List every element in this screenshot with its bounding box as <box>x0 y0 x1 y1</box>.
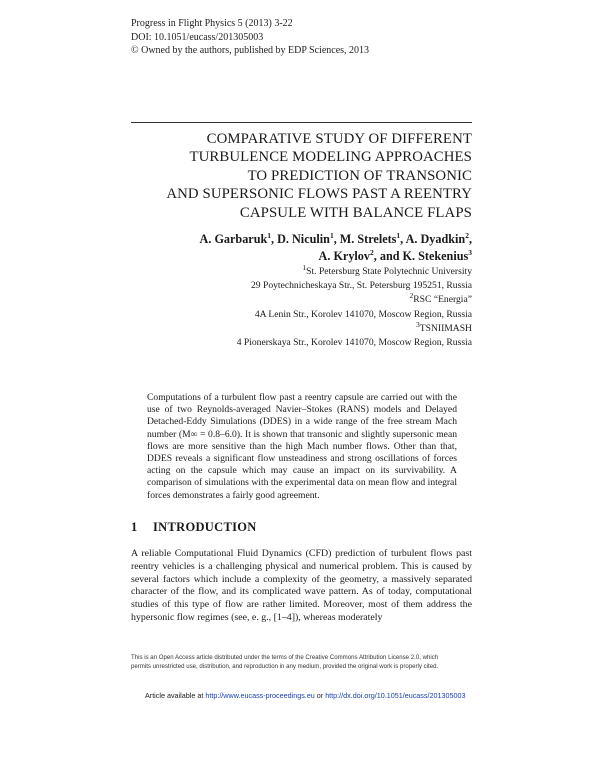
section-heading <box>131 520 257 535</box>
author-affil-mark: 1 <box>396 230 401 240</box>
doi-link[interactable]: http://dx.doi.org/10.1051/eucass/201305003 <box>325 691 466 700</box>
author-line: A. Garbaruk$^1$, D. Niculin$^1$, M. Strelets$^1$, A. Dyadkin$^2$, <box>199 230 472 246</box>
copyright-line: © Owned by the authors, published by EDP Sciences, 2013 <box>131 45 370 56</box>
license-line: This is an Open Access article distributed under the terms of the Creative Commons Attribution License 2.0, which <box>131 654 439 661</box>
paper-title <box>112 130 472 222</box>
license-notice <box>131 654 476 671</box>
author-name: A. Dyadkin <box>405 232 466 246</box>
abstract: Computations of a turbulent flow past a reentry capsule are carried out with the use of two Reynolds-averaged Navier–Stokes (RANS) models and Delayed Detached-Eddy Simulations (DDES) in a wide range of the free stream Mach number (M∞ = 0.8–6.0). It is shown that transonic and slightly supersonic mean flows are more sensitive than the high Mach number flows. Other than that, DDES reveals a significant flow unsteadiness and strong oscillations of forces acting on the capsule which may cause an impact on its survivability. A comparison of simulations with the experimental data on mean flow and integral forces demonstrates a fairly good agreement. <box>147 392 457 501</box>
title-rule <box>131 122 472 123</box>
author-line: A. Krylov$^2$, and K. Stekenius$^3$ <box>318 247 472 263</box>
journal-header <box>131 17 369 58</box>
affiliation-address: 29 Poytechnicheskaya Str., St. Petersburg 195251, Russia <box>251 280 472 292</box>
title-line: TO PREDICTION OF TRANSONIC <box>247 167 472 184</box>
author-name: D. Niculin <box>277 232 330 246</box>
section-number: 1 <box>131 520 138 534</box>
article-available-or: or <box>314 691 326 700</box>
author-affil-mark: 2 <box>465 230 469 240</box>
author-affil-mark: 3 <box>468 247 472 257</box>
affiliation-name: $^3$TSNIIMASH <box>416 319 472 334</box>
author-name: A. Krylov <box>318 249 370 263</box>
author-name: M. Strelets <box>339 232 397 246</box>
section-title: INTRODUCTION <box>153 520 257 534</box>
article-available-label: Article available at <box>145 691 206 700</box>
affiliations <box>92 262 472 350</box>
affiliation-name: $^1$St. Petersburg State Polytechnic University <box>302 262 472 277</box>
author-list <box>92 231 472 265</box>
proceedings-link[interactable]: http://www.eucass-proceedings.eu <box>205 691 315 700</box>
author-name: A. Garbaruk <box>199 232 268 246</box>
introduction-paragraph: A reliable Computational Fluid Dynamics (CFD) prediction of turbulent flows past reentry vehicles is a challenging physical and numerical problem. This is caused by several factors which include a complexity of the geometry, a massively separated character of the flow, and its complicated wave pattern. As of today, computational studies of this type of flow are rather limited. Moreover, most of them address the hypersonic flow regimes (see, e. g., [1–4]), whereas moderately <box>131 548 472 623</box>
license-line: permits unrestricted use, distribution, and reproduction in any medium, provided the original work is properly cited. <box>131 662 439 670</box>
author-affil-mark: 1 <box>329 230 334 240</box>
journal-citation: Progress in Flight Physics 5 (2013) 3-22 <box>131 18 293 29</box>
author-affil-mark: 1 <box>267 230 272 240</box>
doi-line: DOI: 10.1051/eucass/201305003 <box>131 31 264 43</box>
affiliation-name: $^2$RSC “Energia” <box>409 291 472 306</box>
title-line: COMPARATIVE STUDY OF DIFFERENT <box>206 131 472 147</box>
title-line: AND SUPERSONIC FLOWS PAST A REENTRY <box>166 186 472 203</box>
author-name: K. Stekenius <box>402 249 469 263</box>
title-line: TURBULENCE MODELING APPROACHES <box>189 149 472 166</box>
author-affil-mark: 2 <box>370 247 374 257</box>
title-line: CAPSULE WITH BALANCE FLAPS <box>239 204 472 221</box>
affiliation-address: 4A Lenin Str., Korolev 141070, Moscow Region, Russia <box>254 308 472 320</box>
affiliation-address: 4 Pionerskaya Str., Korolev 141070, Moscow Region, Russia <box>236 337 472 349</box>
article-availability <box>145 691 465 700</box>
